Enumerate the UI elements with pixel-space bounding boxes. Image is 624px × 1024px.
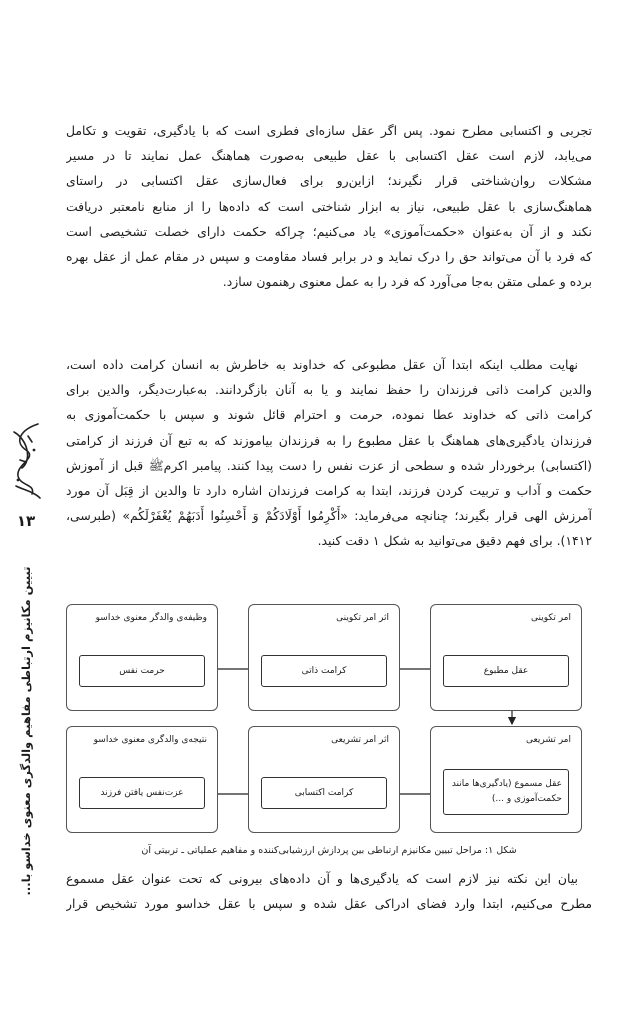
paragraph-2 [66, 352, 592, 554]
stage-athar-tashrii [248, 726, 400, 833]
text-line: فرزندان یادگیری‌های هماهنگ با عقل مطبوع را به فرزندان بیاموزند که به تبع آن فرزند از کرامتی [66, 432, 592, 448]
text-line: مشکلات روان‌شناختی قرار نگیرند؛ ازاین‌رو برای فعال‌سازی عقل اکتسابی در راستای [66, 173, 592, 189]
text-line: والدین کرامت ذاتی فرزندان را حفظ نمایند و یا به آنان بازگردانند. به‌عبارت‌دیگر، والدین برای [66, 382, 592, 398]
stage-title: اثر امر تشریعی [331, 735, 389, 745]
running-head: تبیین مکانیزم ارتباطی مفاهیم والدگری معنوی خداسو با... [19, 566, 33, 896]
stage-content: عقل مطبوع [443, 655, 569, 687]
text-line: (اکتسابی) برخوردار شده و سطحی از عزت نفس را دست پیدا کنند. پیامبر اکرمﷺ قبل از آموزش [66, 457, 592, 473]
stage-title: وظیفه‌ی والدگر معنوی خداسو [95, 613, 207, 623]
stage-content [443, 769, 569, 815]
page-margin [4, 420, 48, 896]
text-line: نهایت مطلب اینکه ابتدا آن عقل مطبوعی که خداوند به خاطرش به انسان کرامت داده است، [66, 357, 578, 372]
stage-natije [66, 726, 218, 833]
text-line: می‌یابد، لازم است عقل اکتسابی با عقل طبیعی به‌صورت هماهنگ عمل نمایند تا در مسیر [66, 148, 592, 164]
stage-content: کرامت ذاتی [261, 655, 387, 687]
text-line: آمرزش الهی قرار بگیرند؛ چنانچه می‌فرماید: «أَکْرِمُوا أَوْلَادَکُمْ وَ أَحْسِنُوا أَدَبَهُمْ یُغْفَرْلَکُم» (طبرسی، [66, 508, 592, 524]
stage-vazife [66, 604, 218, 711]
text-line: برده و عملی متقن به‌جا می‌آورد که فرد را به عمل معنوی رهنمون سازد. [222, 274, 592, 290]
stage-content-line: عقل مسموع (یادگیری‌ها مانند [451, 779, 562, 789]
figure-diagram [66, 602, 592, 840]
figure-caption: شکل ۱: مراحل تبیین مکانیزم ارتباطی بین پردازش ارزشیابی‌کننده و مفاهیم عملیاتی ـ تربیتی آن [141, 845, 517, 856]
stage-title: امر تکوینی [531, 613, 571, 623]
paragraph-1 [66, 118, 592, 294]
stage-content: عزت‌نفس یافتن فرزند [79, 777, 205, 809]
stage-title: اثر امر تکوینی [336, 613, 389, 623]
stage-takwini [430, 604, 582, 711]
stage-title: نتیجه‌ی والدگری معنوی خداسو [93, 735, 207, 745]
stage-content: حرمت نفس [79, 655, 205, 687]
text-line: که فرد با آن می‌تواند حق را درک نماید و در برابر فساد مقاومت و سپس در مقام عمل از عقل بهره [66, 248, 592, 264]
text-line: ۱۴۱۲). برای فهم دقیق می‌توانید به شکل ۱ دقت کنید. [317, 533, 592, 549]
text-line: حکمت و آداب و تربیت کردن فرزند، ابتدا به کرامت فرزندان اشاره دارد تا والدین از قِبَل آن مورد [66, 482, 592, 498]
stage-tashrii [430, 726, 582, 833]
stage-athar-takwini [248, 604, 400, 711]
calligraphy-logo [8, 420, 44, 502]
text-line: مطرح می‌کنیم، ابتدا وارد فضای ادراکی عقل شده و سپس با عقل خداسو مورد تشخیص قرار [66, 896, 592, 912]
text-line: نکند و از آن به‌عنوان «حکمت‌آموزی» یاد می‌کنیم؛ چراکه حکمت دارای خصلت تشخیصی است [66, 223, 592, 239]
text-line: کرامت ذاتی که خداوند عطا نموده، حرمت و احترام قائل شوند و سپس با حکمت‌آموزی به [66, 407, 592, 423]
text-line: بیان این نکته نیز لازم است که یادگیری‌ها و آن داده‌های بیرونی که تحت عنوان عقل مسموع [66, 871, 578, 886]
paragraph-3 [66, 866, 592, 916]
page-number: ۱۳ [16, 512, 36, 530]
text-line: هماهنگ‌سازی با عقل طبیعی، نیاز به ابزار شناختی است که داده‌ها را از منابع نامعتبر دریافت [66, 198, 592, 214]
stage-content: کرامت اکتسابی [261, 777, 387, 809]
stage-content-line: حکمت‌آموزی و ...) [491, 794, 562, 804]
stage-title: امر تشریعی [526, 735, 571, 745]
text-line: تجربی و اکتسابی مطرح نمود. پس اگر عقل سازه‌ای فطری است که با یادگیری، تقویت و تکامل [66, 123, 592, 138]
